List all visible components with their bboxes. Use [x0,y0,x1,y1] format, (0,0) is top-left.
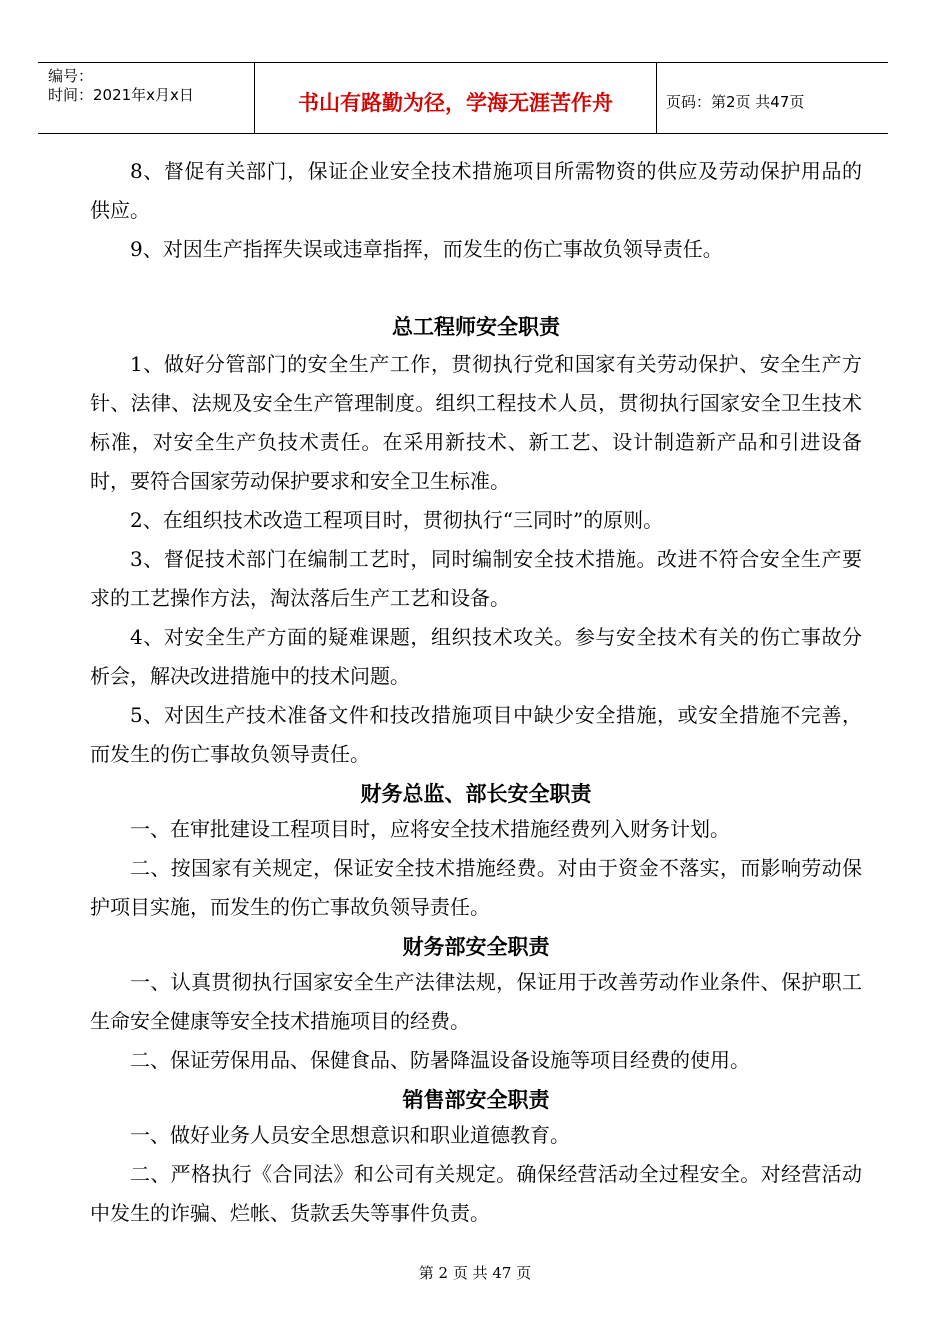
header-motto-cell [255,63,657,133]
section-title-finance-dept: 财务部安全职责 [402,935,550,959]
paragraph: 二、按国家有关规定，保证安全技术措施经费。对由于资金不落实，而影响劳动保护项目实施，而发生的伤亡事故负领导责任。 [90,856,862,919]
paragraph: 9、对因生产指挥失误或违章指挥，而发生的伤亡事故负领导责任。 [130,237,723,261]
paragraph: 二、保证劳保用品、保健食品、防暑降温设备设施等项目经费的使用。 [130,1048,750,1072]
paragraph: 2、在组织技术改造工程项目时，贯彻执行“三同时”的原则。 [130,508,664,532]
paragraph: 二、严格执行《合同法》和公司有关规定。确保经营活动全过程安全。对经营活动中发生的诈骗、烂帐、货款丢失等事件负责。 [90,1162,862,1225]
page-code: 页码：第2页 共47页 [666,93,805,111]
paragraph: 4、对安全生产方面的疑难课题，组织技术攻关。参与安全技术有关的伤亡事故分析会，解决改进措施中的技术问题。 [90,625,862,688]
paragraph: 5、对因生产技术准备文件和技改措施项目中缺少安全措施，或安全措施不完善，而发生的伤亡事故负领导责任。 [90,703,862,766]
time-label: 时间：2021年x月x日 [48,86,194,104]
paragraph: 1、做好分管部门的安全生产工作，贯彻执行党和国家有关劳动保护、安全生产方针、法律、法规及安全生产管理制度。组织工程技术人员，贯彻执行国家安全卫生技术标准，对安全生产负技术责任。在采用新技术、新工艺、设计制造新产品和引进设备时，要符合国家劳动保护要求和安全卫生标准。 [90,352,862,493]
paragraph: 一、在审批建设工程项目时，应将安全技术措施经费列入财务计划。 [130,817,730,841]
section-title-finance-director: 财务总监、部长安全职责 [360,782,592,806]
page-footer: 第 2 页 共 47 页 [418,1264,532,1282]
paragraph: 3、督促技术部门在编制工艺时，同时编制安全技术措施。改进不符合安全生产要求的工艺操作方法，淘汰落后生产工艺和设备。 [90,547,862,610]
section-title-sales-dept: 销售部安全职责 [402,1088,550,1112]
section-title-chief-engineer: 总工程师安全职责 [392,315,560,339]
document-header [38,62,888,134]
paragraph: 一、认真贯彻执行国家安全生产法律法规，保证用于改善劳动作业条件、保护职工生命安全健康等安全技术措施项目的经费。 [90,970,862,1033]
paragraph: 8、督促有关部门，保证企业安全技术措施项目所需物资的供应及劳动保护用品的供应。 [90,159,862,222]
motto-text: 书山有路勤为径，学海无涯苦作舟 [298,91,613,115]
header-page-cell [657,63,888,133]
paragraph: 一、做好业务人员安全思想意识和职业道德教育。 [130,1123,570,1147]
header-meta-cell [38,63,255,133]
document-body [90,152,862,1233]
number-label: 编号： [48,67,94,85]
